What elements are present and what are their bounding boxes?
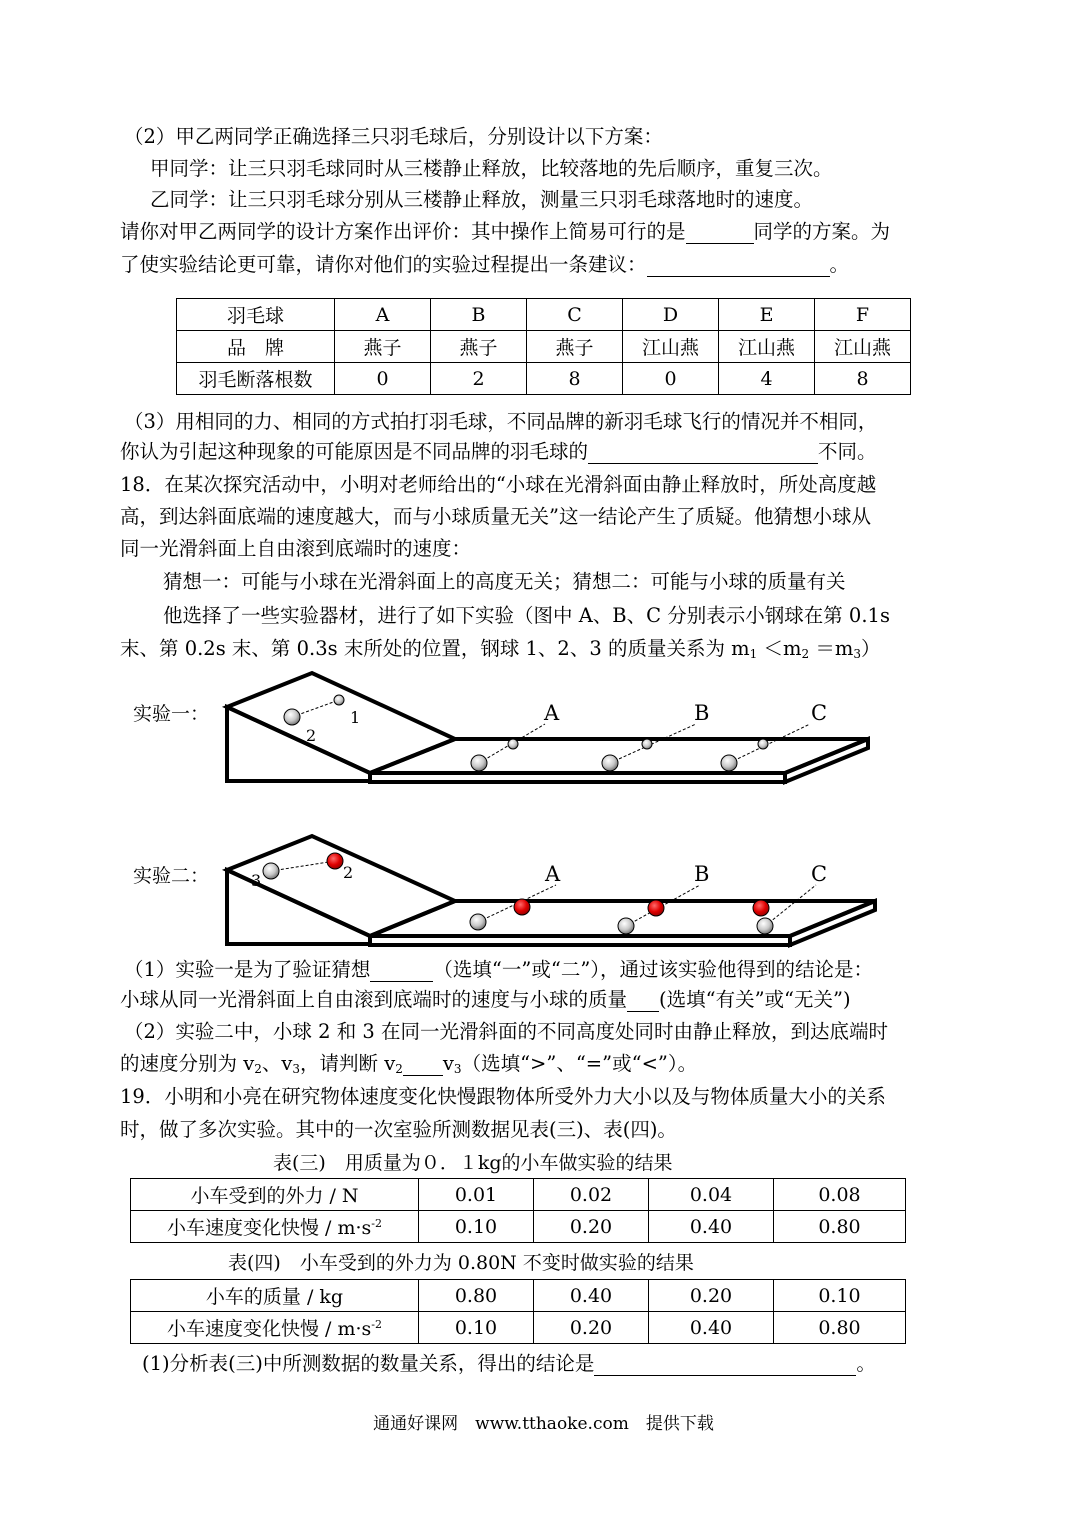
q18-q2-text: v bbox=[442, 1052, 454, 1075]
table-cell: 0.02 bbox=[534, 1179, 649, 1211]
exp1-ball-1-B bbox=[642, 739, 652, 749]
q18-q2-text: 的速度分别为 v bbox=[120, 1052, 255, 1075]
table-cell bbox=[131, 1312, 419, 1344]
q19-question-1 bbox=[142, 1349, 876, 1379]
exp2-ball-2-A bbox=[514, 899, 530, 915]
q17-part3: （3）用相同的力、相同的方式拍打羽毛球，不同品牌的新羽毛球飞行的情况并不相同， bbox=[124, 410, 878, 433]
exp2-label: 实验二： bbox=[133, 865, 210, 887]
q18-q2-sub: 3 bbox=[453, 1062, 462, 1076]
q17-part2-intro: （2）甲乙两同学正确选择三只羽毛球后，分别设计以下方案： bbox=[124, 125, 663, 148]
exp2-ball-3 bbox=[263, 863, 279, 879]
table-row bbox=[177, 331, 911, 363]
exp1-ball-1-label: 1 bbox=[350, 708, 361, 727]
exp1-label-B: B bbox=[694, 701, 710, 725]
q18-question-1-conclusion bbox=[120, 985, 851, 1015]
table-cell: 0.20 bbox=[534, 1312, 649, 1344]
table-cell: C bbox=[527, 299, 623, 331]
q18-q2-hint: （选填“>”、“=”或“<”）。 bbox=[461, 1052, 698, 1075]
q18-mass-text: 末、第 0.2s 末、第 0.3s 末所处的位置，钢球 1、2、3 的质量关系为 m bbox=[120, 637, 750, 660]
table-cell-sup: -2 bbox=[371, 1217, 382, 1230]
table-cell: 4 bbox=[719, 363, 815, 395]
q17-suggestion bbox=[120, 250, 849, 280]
table-cell: 0.10 bbox=[419, 1211, 534, 1243]
table-cell: A bbox=[335, 299, 431, 331]
q18-q2-sub: 2 bbox=[395, 1062, 403, 1076]
table-cell: 燕子 bbox=[527, 331, 623, 363]
table-cell: 0.10 bbox=[774, 1280, 906, 1312]
q18-q1-text: （1）实验一是为了验证猜想 bbox=[124, 958, 371, 981]
table-cell: 8 bbox=[527, 363, 623, 395]
experiment-2-diagram bbox=[133, 836, 875, 945]
exp2-label-A: A bbox=[545, 862, 561, 886]
page-footer: 通通好课网 www.tthaoke.com 提供下载 bbox=[373, 1414, 714, 1434]
table-cell: 江山燕 bbox=[815, 331, 911, 363]
exp2-ball-3-A bbox=[470, 914, 486, 930]
q17-evaluation-text-2: 同学的方案。为 bbox=[753, 220, 891, 243]
exp1-ball-1-C bbox=[758, 739, 768, 749]
exp2-track-side bbox=[370, 936, 790, 945]
q17-suggestion-end: 。 bbox=[829, 253, 850, 276]
q17-part3-question bbox=[120, 437, 877, 467]
q17-answer-blank-1[interactable] bbox=[686, 221, 754, 244]
exp2-ball-2 bbox=[327, 853, 343, 869]
exp2-ramp-top bbox=[227, 836, 455, 936]
exp2-ball-2-label: 2 bbox=[343, 863, 354, 882]
q19-answer-blank-1[interactable] bbox=[594, 1353, 856, 1376]
q18-question-2-compare bbox=[120, 1049, 697, 1084]
q18-intro-1: 18．在某次探究活动中，小明对老师给出的“小球在光滑斜面由静止释放时，所处高度越 bbox=[120, 473, 877, 496]
table-cell: B bbox=[431, 299, 527, 331]
exp1-label: 实验一： bbox=[133, 703, 210, 725]
q18-q1-conclusion-hint: (选填“有关”或“无关”) bbox=[659, 988, 851, 1011]
q17-part3-end: 不同。 bbox=[818, 440, 877, 463]
table3-caption: 表(三) 用质量为０．１kg的小车做实验的结果 bbox=[273, 1152, 673, 1174]
exp1-label-C: C bbox=[811, 701, 828, 725]
exp2-ball-2-B bbox=[648, 900, 664, 916]
exp1-guide-line bbox=[729, 724, 810, 763]
q18-q2-sub: 3 bbox=[292, 1062, 301, 1076]
table-cell: 0.40 bbox=[649, 1312, 774, 1344]
exp2-guide-line bbox=[765, 885, 816, 926]
table-cell: 燕子 bbox=[335, 331, 431, 363]
table-cell: 小车受到的外力 / N bbox=[131, 1179, 419, 1211]
experiment-diagrams bbox=[0, 660, 1087, 960]
exp2-ball-2-C bbox=[753, 900, 769, 916]
q18-mass-sub: 2 bbox=[801, 647, 810, 661]
q18-hypotheses: 猜想一：可能与小球在光滑斜面上的高度无关；猜想二：可能与小球的质量有关 bbox=[163, 570, 846, 593]
exp1-track-side bbox=[370, 773, 785, 782]
q17-plan-yi: 乙同学：让三只羽毛球分别从三楼静止释放，测量三只羽毛球落地时的速度。 bbox=[150, 188, 814, 211]
q17-evaluation-text: 请你对甲乙两同学的设计方案作出评价：其中操作上简易可行的是 bbox=[120, 220, 686, 243]
q18-q1-text-2: （选填“一”或“二”），通过该实验他得到的结论是： bbox=[433, 958, 874, 981]
table-row bbox=[131, 1280, 906, 1312]
table-cell: 0.04 bbox=[649, 1179, 774, 1211]
q18-intro-2: 高，到达斜面底端的速度越大，而与小球质量无关”这一结论产生了质疑。他猜想小球从 bbox=[120, 505, 871, 528]
q18-answer-blank-1[interactable] bbox=[370, 959, 433, 982]
exp2-ball-3-label: 3 bbox=[251, 871, 262, 890]
q18-mass-sub: 3 bbox=[853, 647, 861, 661]
exp1-ramp-top bbox=[227, 673, 455, 773]
exp2-label-C: C bbox=[811, 862, 828, 886]
exp1-track-end bbox=[785, 739, 868, 782]
table-cell: 0 bbox=[623, 363, 719, 395]
exp1-ball-2-A bbox=[471, 755, 487, 771]
exp2-ball-3-C bbox=[757, 918, 773, 934]
table-cell: 0.20 bbox=[649, 1280, 774, 1312]
table-cell: 0.01 bbox=[419, 1179, 534, 1211]
exp1-ball-2-B bbox=[602, 755, 618, 771]
table-cell bbox=[131, 1211, 419, 1243]
table-cell: 燕子 bbox=[431, 331, 527, 363]
q17-part3-text: 你认为引起这种现象的可能原因是不同品牌的羽毛球的 bbox=[120, 440, 589, 463]
q17-evaluation bbox=[120, 217, 890, 247]
q18-answer-blank-2[interactable] bbox=[627, 989, 659, 1012]
table-cell: 0.80 bbox=[774, 1312, 906, 1344]
table-cell: 0.80 bbox=[419, 1280, 534, 1312]
badminton-table bbox=[176, 298, 911, 395]
table-3 bbox=[130, 1178, 906, 1243]
table-cell: 0.08 bbox=[774, 1179, 906, 1211]
exp2-label-B: B bbox=[694, 862, 710, 886]
table-cell: 0.40 bbox=[534, 1280, 649, 1312]
table4-caption: 表(四) 小车受到的外力为 0.80N 不变时做实验的结果 bbox=[228, 1252, 694, 1274]
q17-answer-blank-3[interactable] bbox=[588, 441, 818, 464]
table-cell: 0.20 bbox=[534, 1211, 649, 1243]
table-row bbox=[131, 1312, 906, 1344]
table-row bbox=[131, 1179, 906, 1211]
exp1-ball-1 bbox=[334, 695, 344, 705]
q18-q2-sub: 2 bbox=[254, 1062, 262, 1076]
table-cell: 2 bbox=[431, 363, 527, 395]
q18-q2-text: ，请判断 v bbox=[300, 1052, 396, 1075]
table-cell: 羽毛球 bbox=[177, 299, 335, 331]
q17-answer-blank-2[interactable] bbox=[647, 254, 830, 277]
q18-q2-text: 、v bbox=[261, 1052, 293, 1075]
exp1-ball-1-A bbox=[508, 739, 518, 749]
table-4 bbox=[130, 1279, 906, 1344]
q19-intro-2: 时，做了多次实验。其中的一次室验所测数据见表(三)、表(四)。 bbox=[120, 1118, 677, 1141]
q19-q1-text: (1)分析表(三)中所测数据的数量关系，得出的结论是 bbox=[142, 1352, 595, 1375]
table-row bbox=[177, 299, 911, 331]
q18-mass-text: ＝m bbox=[809, 637, 854, 660]
table-cell: F bbox=[815, 299, 911, 331]
exp1-guide-line bbox=[610, 724, 696, 763]
q18-mass-text: ） bbox=[860, 637, 881, 660]
table-cell: 0.10 bbox=[419, 1312, 534, 1344]
table-cell: 品 牌 bbox=[177, 331, 335, 363]
exp1-ball-2 bbox=[284, 709, 300, 725]
table-cell: 江山燕 bbox=[719, 331, 815, 363]
q19-intro-1: 19．小明和小亮在研究物体速度变化快慢跟物体所受外力大小以及与物体质量大小的关系 bbox=[120, 1085, 886, 1108]
table-cell: 0 bbox=[335, 363, 431, 395]
table-cell: 江山燕 bbox=[623, 331, 719, 363]
q18-setup: 他选择了一些实验器材，进行了如下实验（图中 A、B、C 分别表示小钢球在第 0.1s bbox=[163, 604, 890, 627]
q18-answer-blank-3[interactable] bbox=[403, 1053, 443, 1076]
experiment-1-diagram bbox=[133, 673, 868, 782]
q19-q1-end: 。 bbox=[856, 1352, 876, 1375]
exp2-guide-line bbox=[271, 861, 335, 871]
table-cell-text: 小车速度变化快慢 / m·s bbox=[166, 1217, 372, 1239]
table-cell: 0.80 bbox=[774, 1211, 906, 1243]
q18-question-2: （2）实验二中，小球 2 和 3 在同一光滑斜面的不同高度处同时由静止释放，到达底端时 bbox=[124, 1020, 889, 1043]
table-row bbox=[131, 1211, 906, 1243]
exp1-ball-2-C bbox=[721, 755, 737, 771]
q18-mass-sub: 1 bbox=[749, 647, 758, 661]
q17-plan-jia: 甲同学：让三只羽毛球同时从三楼静止释放，比较落地的先后顺序，重复三次。 bbox=[150, 157, 833, 180]
exp1-label-A: A bbox=[544, 701, 560, 725]
q18-q1-conclusion-text: 小球从同一光滑斜面上自由滚到底端时的速度与小球的质量 bbox=[120, 988, 628, 1011]
q18-mass-text: ＜m bbox=[757, 637, 802, 660]
q17-suggestion-text: 了使实验结论更可靠，请你对他们的实验过程提出一条建议： bbox=[120, 253, 647, 276]
table-cell-text: 小车速度变化快慢 / m·s bbox=[166, 1318, 372, 1340]
q18-intro-3: 同一光滑斜面上自由滚到底端时的速度： bbox=[120, 537, 472, 560]
table-cell: E bbox=[719, 299, 815, 331]
table-cell: 小车的质量 / kg bbox=[131, 1280, 419, 1312]
exp1-ball-2-label: 2 bbox=[306, 726, 317, 745]
q18-question-1 bbox=[124, 955, 873, 985]
table-cell: 羽毛断落根数 bbox=[177, 363, 335, 395]
table-cell: 8 bbox=[815, 363, 911, 395]
exp2-ball-3-B bbox=[618, 918, 634, 934]
exp2-track-end bbox=[790, 901, 875, 945]
table-row bbox=[177, 363, 911, 395]
table-cell: 0.40 bbox=[649, 1211, 774, 1243]
table-cell: D bbox=[623, 299, 719, 331]
table-cell-sup: -2 bbox=[371, 1318, 382, 1331]
